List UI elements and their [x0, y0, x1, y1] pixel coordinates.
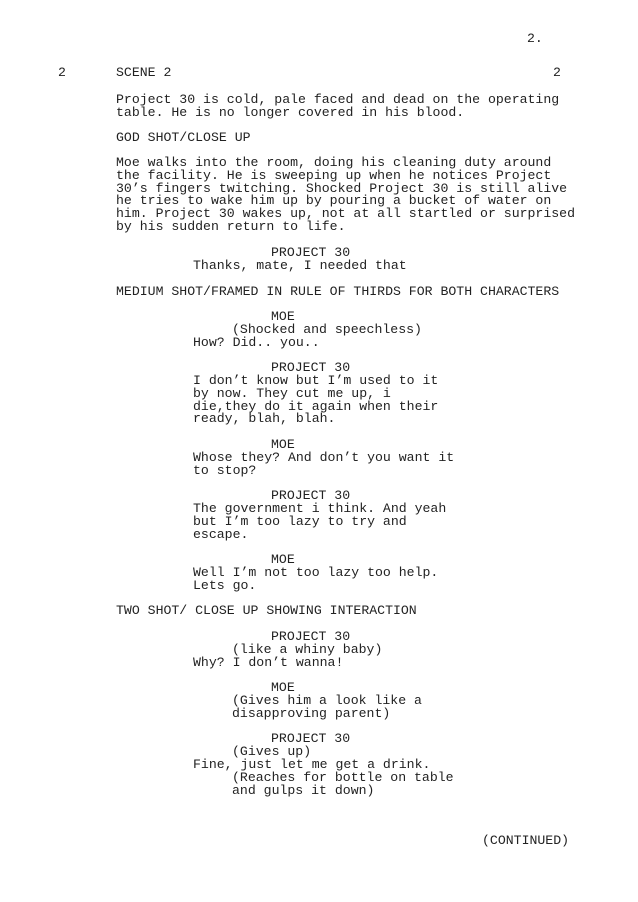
- dialogue: Well I’m not too lazy too help. Lets go.: [193, 565, 439, 593]
- parenthetical: (like a whiny baby): [232, 642, 383, 657]
- dialogue: Thanks, mate, I needed that: [193, 258, 407, 273]
- character-name: MOE: [271, 309, 295, 324]
- shot-direction: TWO SHOT/ CLOSE UP SHOWING INTERACTION: [116, 603, 417, 618]
- dialogue: How? Did.. you..: [193, 335, 320, 350]
- dialogue: The government i think. And yeah but I’m too lazy to try and escape.: [193, 501, 447, 542]
- page-number: 2.: [527, 31, 543, 46]
- scene-number-left: 2: [58, 65, 66, 80]
- parenthetical: (Reaches for bottle on table and gulps it down): [232, 770, 454, 798]
- dialogue: I don’t know but I’m used to it by now. They cut me up, i die,they do it again when their ready, blah, blah.: [193, 373, 439, 427]
- character-name: MOE: [271, 437, 295, 452]
- dialogue: Whose they? And don’t you want it to stop?: [193, 450, 455, 478]
- parenthetical: (Gives him a look like a disapproving parent): [232, 693, 422, 721]
- character-name: MOE: [271, 552, 295, 567]
- action-paragraph: Project 30 is cold, pale faced and dead on the operating table. He is no longer covered in his blood.: [116, 92, 560, 120]
- parenthetical: (Shocked and speechless): [232, 322, 422, 337]
- continued-marker: (CONTINUED): [482, 833, 570, 848]
- scene-heading: SCENE 2: [116, 65, 172, 80]
- shot-direction: GOD SHOT/CLOSE UP: [116, 130, 251, 145]
- character-name: PROJECT 30: [271, 360, 351, 375]
- parenthetical: (Gives up): [232, 744, 312, 759]
- dialogue: Fine, just let me get a drink.: [193, 757, 431, 772]
- character-name: MOE: [271, 680, 295, 695]
- shot-direction: MEDIUM SHOT/FRAMED IN RULE OF THIRDS FOR BOTH CHARACTERS: [116, 284, 560, 299]
- dialogue: Why? I don’t wanna!: [193, 655, 344, 670]
- scene-number-right: 2: [553, 65, 561, 80]
- character-name: PROJECT 30: [271, 731, 351, 746]
- character-name: PROJECT 30: [271, 245, 351, 260]
- action-paragraph: Moe walks into the room, doing his cleaning duty around the facility. He is sweeping up when he notices Project 30’s fingers twitching. Shocked Project 30 is still alive he tries to wake him up by pouring a bucket of water on him. Project 30 wakes up, not at all startled or surprised by his sudden return to life.: [116, 155, 575, 234]
- character-name: PROJECT 30: [271, 488, 351, 503]
- character-name: PROJECT 30: [271, 629, 351, 644]
